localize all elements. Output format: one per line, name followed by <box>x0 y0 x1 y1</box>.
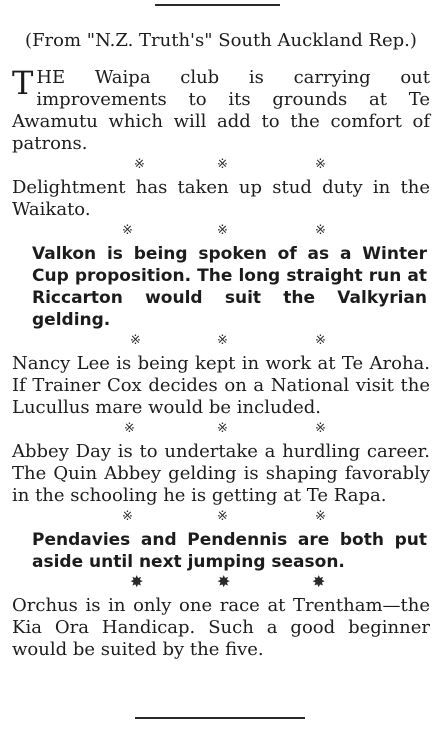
asterisk-icon: ※ <box>315 223 326 238</box>
separator-stars <box>12 331 430 353</box>
asterisk-icon: ※ <box>217 223 228 238</box>
paragraph-text: Orchus is in only one race at Trentham—the Kia Ora Handicap. Such a good beginner would be suited by the five. <box>12 595 430 660</box>
asterisk-icon: ※ <box>124 421 135 436</box>
bottom-rule <box>135 717 305 719</box>
paragraph-nancy-lee <box>12 353 430 419</box>
paragraph-text: Valkon is being spoken of as a Winter Cup proposition. The long straight run at Riccarton would suit the Valkyrian gelding. <box>32 244 427 330</box>
drop-cap: T <box>12 64 34 102</box>
asterisk-icon: ✸ <box>130 572 144 591</box>
paragraph-orchus <box>12 595 430 661</box>
asterisk-icon: ※ <box>315 157 326 172</box>
asterisk-icon: ✸ <box>217 572 231 591</box>
separator-stars <box>12 507 430 529</box>
asterisk-icon: ※ <box>315 333 326 348</box>
asterisk-icon: ※ <box>217 333 228 348</box>
paragraph-abbey-day <box>12 441 430 507</box>
asterisk-icon: ※ <box>315 421 326 436</box>
paragraph-pendavies <box>12 529 427 573</box>
paragraph-waipa-club <box>12 64 430 155</box>
separator-stars <box>12 573 430 595</box>
paragraph-text: HE Waipa club is carrying out improvements to its grounds at Te Awamutu which will add to the comfort of patrons. <box>12 67 430 154</box>
article-source-line: (From "N.Z. Truth's" South Auckland Rep.) <box>25 30 417 51</box>
asterisk-icon: ※ <box>122 223 133 238</box>
paragraph-text: Nancy Lee is being kept in work at Te Aroha. If Trainer Cox decides on a National visit the Lucullus mare would be included. <box>12 353 430 418</box>
separator-stars <box>12 155 430 177</box>
asterisk-icon: ※ <box>122 509 133 524</box>
separator-stars <box>12 221 430 243</box>
asterisk-icon: ※ <box>217 421 228 436</box>
paragraph-text: Pendavies and Pendennis are both put aside until next jumping season. <box>32 530 427 572</box>
paragraph-valkon <box>12 243 427 331</box>
asterisk-icon: ※ <box>217 509 228 524</box>
separator-stars <box>12 419 430 441</box>
asterisk-icon: ✸ <box>312 572 326 591</box>
paragraph-text: Delightment has taken up stud duty in the Waikato. <box>12 177 430 220</box>
asterisk-icon: ※ <box>217 157 228 172</box>
asterisk-icon: ※ <box>134 157 145 172</box>
paragraph-delightment <box>12 177 430 221</box>
top-rule <box>155 4 280 6</box>
asterisk-icon: ※ <box>315 509 326 524</box>
paragraph-text: Abbey Day is to undertake a hurdling career. The Quin Abbey gelding is shaping favorably in the schooling he is getting at Te Rapa. <box>12 441 430 506</box>
asterisk-icon: ※ <box>130 333 141 348</box>
article-column <box>12 30 430 661</box>
